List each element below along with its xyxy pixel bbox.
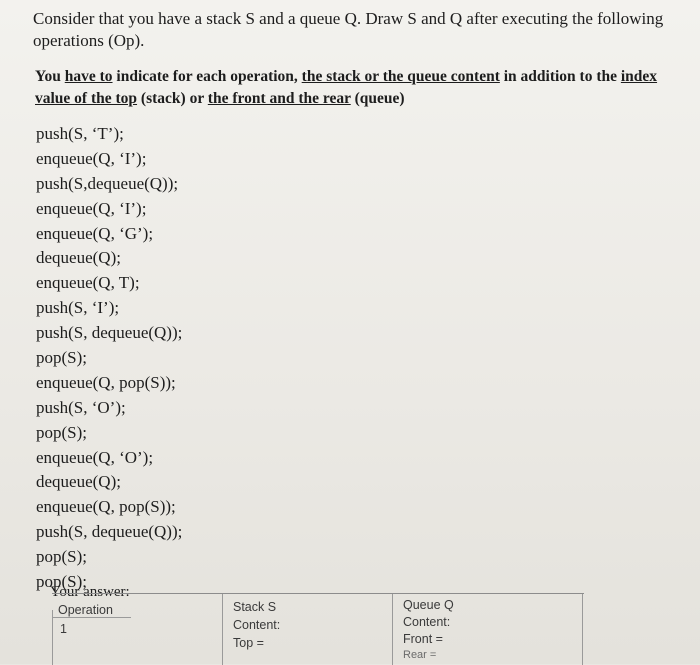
- operation-line: pop(S);: [36, 422, 87, 442]
- instruction-underlined: have to: [64, 68, 113, 85]
- operation-line: enqueue(Q, pop(S));: [36, 497, 176, 517]
- stack-header: Stack S: [233, 600, 277, 614]
- operation-line: enqueue(Q, ‘I’);: [36, 148, 147, 168]
- instruction-underlined: the stack or the queue content: [301, 68, 500, 85]
- operation-line: pop(S);: [36, 547, 87, 567]
- stack-top-label: Top =: [233, 636, 264, 650]
- queue-header: Queue Q: [403, 598, 454, 612]
- instruction-text: [35, 66, 685, 110]
- queue-front-label: Front =: [403, 632, 443, 646]
- operation-line: push(S, dequeue(Q));: [36, 522, 183, 542]
- operation-line: dequeue(Q);: [36, 472, 121, 492]
- operation-line: pop(S);: [36, 572, 87, 592]
- instruction-part: You: [35, 68, 65, 85]
- operation-line: enqueue(Q, T);: [36, 273, 140, 293]
- operation-line: pop(S);: [36, 348, 87, 368]
- stack-content-label: Content:: [233, 618, 281, 632]
- instruction-part: in addition to the: [499, 68, 621, 85]
- operation-line: enqueue(Q, pop(S));: [36, 372, 176, 392]
- row-number: 1: [60, 622, 67, 636]
- operation-header: Operation: [52, 603, 131, 618]
- instruction-part: (stack) or: [137, 90, 208, 107]
- operations-list: [36, 122, 182, 595]
- answer-table: [52, 593, 584, 665]
- instruction-part: (queue): [350, 90, 405, 107]
- operation-line: dequeue(Q);: [36, 248, 121, 268]
- queue-content-label: Content:: [403, 615, 451, 629]
- intro-text: Consider that you have a stack S and a queue Q. Draw S and Q after executing the following operations (Op).: [33, 9, 664, 50]
- answer-label: Your answer:: [50, 584, 130, 600]
- operation-line: enqueue(Q, ‘G’);: [36, 223, 154, 243]
- operation-line: push(S, ‘O’);: [36, 397, 126, 417]
- instruction-underlined: index value of the top: [35, 68, 658, 107]
- operation-line: enqueue(Q, ‘O’);: [36, 447, 154, 467]
- queue-column[interactable]: [392, 594, 583, 665]
- queue-rear-label: Rear =: [403, 649, 437, 661]
- stack-column[interactable]: [222, 594, 393, 665]
- operation-line: push(S,dequeue(Q));: [36, 173, 179, 193]
- operation-line: enqueue(Q, ‘I’);: [36, 198, 147, 218]
- instruction-part: indicate for each operation,: [112, 68, 302, 85]
- operation-column: [52, 594, 223, 665]
- operation-line: push(S, ‘I’);: [36, 298, 120, 318]
- operation-line: push(S, dequeue(Q));: [36, 323, 183, 343]
- operation-line: push(S, ‘T’);: [36, 124, 124, 143]
- instruction-underlined: the front and the rear: [207, 90, 351, 107]
